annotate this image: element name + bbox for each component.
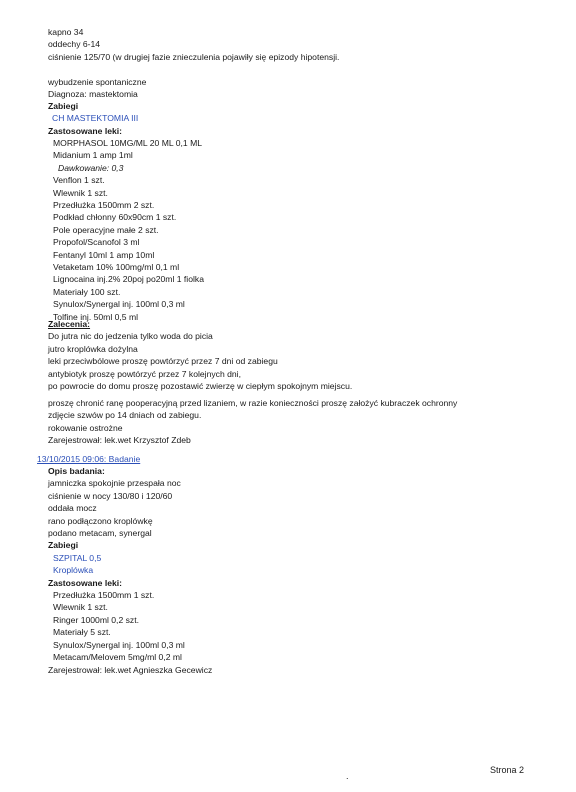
- recommendation-line: jutro kroplówka dożylna: [48, 343, 138, 354]
- medication-item: Materiały 100 szt.: [53, 286, 121, 297]
- procedure-name: CH MASTEKTOMIA III: [52, 113, 139, 124]
- recommendations-section: [48, 318, 352, 392]
- medication-item: Przedłużka 1500mm 1 szt.: [53, 590, 155, 600]
- recommendation-line: po powrocie do domu proszę pozostawić zwierzę w ciepłym spokojnym miejscu.: [48, 381, 353, 392]
- medication-item: Lignocaina inj.2% 20poj po20ml 1 fiolka: [53, 274, 204, 285]
- medication-item: Przedłużka 1500mm 2 szt.: [53, 200, 155, 211]
- medication-item: Synulox/Synergal inj. 100ml 0,3 ml: [53, 639, 185, 650]
- medication-item: Midanium 1 amp 1ml: [53, 150, 133, 161]
- medication-item: Metacam/Melovem 5mg/ml 0,2 ml: [53, 652, 182, 663]
- medication-item: Wlewnik 1 szt.: [53, 187, 108, 198]
- medication-item: Venflon 1 szt.: [53, 175, 105, 186]
- medication-item: Tolfine inj. 50ml 0,5 ml: [53, 311, 139, 322]
- procedures-section: [48, 100, 138, 137]
- medication-item: Propofol/Scanofol 3 ml: [53, 237, 140, 248]
- recommendation-line: zdjęcie szwów po 14 dniach od zabiegu.: [48, 410, 202, 421]
- medication-item: Materiały 5 szt.: [53, 627, 111, 638]
- medication-item: Podkład chłonny 60x90cm 1 szt.: [53, 212, 177, 223]
- visit-entry-link[interactable]: 13/10/2015 09:06: Badanie: [37, 454, 141, 464]
- diagnosis-block: [48, 76, 146, 101]
- procedures-header: Zabiegi: [48, 101, 79, 111]
- diagnosis-line: Diagnoza: mastektomia: [48, 89, 138, 100]
- medications-header: Zastosowane leki:: [48, 125, 123, 136]
- wake-line: wybudzenie spontaniczne: [48, 77, 147, 87]
- page-number: Strona 2: [489, 765, 524, 775]
- medications-list: [53, 137, 204, 323]
- registered-block: [48, 664, 212, 676]
- recommendation-line: Do jutra nic do jedzenia tylko woda do picia: [48, 331, 213, 342]
- examination-line: podano metacam, synergal: [48, 528, 152, 539]
- medications-header: Zastosowane leki:: [48, 577, 123, 588]
- top-notes: [48, 26, 339, 63]
- medication-item: Synulox/Synergal inj. 100ml 0,3 ml: [53, 299, 185, 310]
- procedure-name: Kroplówka: [53, 565, 94, 576]
- procedures-header: Zabiegi: [48, 540, 79, 551]
- examination-header: Opis badania:: [48, 466, 105, 476]
- examination-line: jamniczka spokojnie przespała noc: [48, 478, 181, 489]
- examination-line: rano podłączono kroplówkę: [48, 515, 153, 526]
- recommendation-line: antybiotyk proszę powtórzyć przez 7 kolejnych dni,: [48, 368, 241, 379]
- examination-line: ciśnienie w nocy 130/80 i 120/60: [48, 490, 173, 501]
- medication-item: Ringer 1000ml 0,2 szt.: [53, 614, 139, 625]
- examination-section: [48, 465, 181, 589]
- medication-item: Vetaketam 10% 100mg/ml 0,1 ml: [53, 262, 180, 273]
- procedure-name: SZPITAL 0,5: [53, 552, 102, 563]
- dosage-note: Dawkowanie: 0,3: [58, 162, 124, 173]
- registered-by: Zarejestrował: lek.wet Krzysztof Zdeb: [48, 435, 191, 446]
- note-line: ciśnienie 125/70 (w drugiej fazie znieczulenia pojawiły się epizody hipotensji.: [48, 51, 340, 62]
- footer-dot: .: [346, 771, 349, 781]
- medication-item: MORPHASOL 10MG/ML 20 ML 0,1 ML: [53, 138, 203, 148]
- medication-item: Wlewnik 1 szt.: [53, 602, 108, 613]
- recommendation-line: proszę chronić ranę pooperacyjną przed lizaniem, w razie konieczności proszę założyć kubraczek ochronny: [48, 398, 458, 408]
- registered-by: Zarejestrował: lek.wet Agnieszka Gecewicz: [48, 665, 213, 675]
- medication-item: Pole operacyjne małe 2 szt.: [53, 224, 159, 235]
- note-line: oddechy 6-14: [48, 39, 101, 50]
- recommendations-section-2: [48, 397, 457, 447]
- examination-line: oddała mocz: [48, 503, 97, 514]
- prognosis-line: rokowanie ostrożne: [48, 422, 123, 433]
- medications-list-2: [53, 589, 185, 663]
- entry-header: [37, 453, 140, 465]
- recommendation-line: leki przeciwbólowe proszę powtórzyć przez 7 dni od zabiegu: [48, 356, 278, 367]
- note-line: kapno 34: [48, 27, 84, 37]
- medication-item: Fentanyl 10ml 1 amp 10ml: [53, 249, 155, 260]
- recommendations-header: Zalecenia:: [48, 319, 91, 329]
